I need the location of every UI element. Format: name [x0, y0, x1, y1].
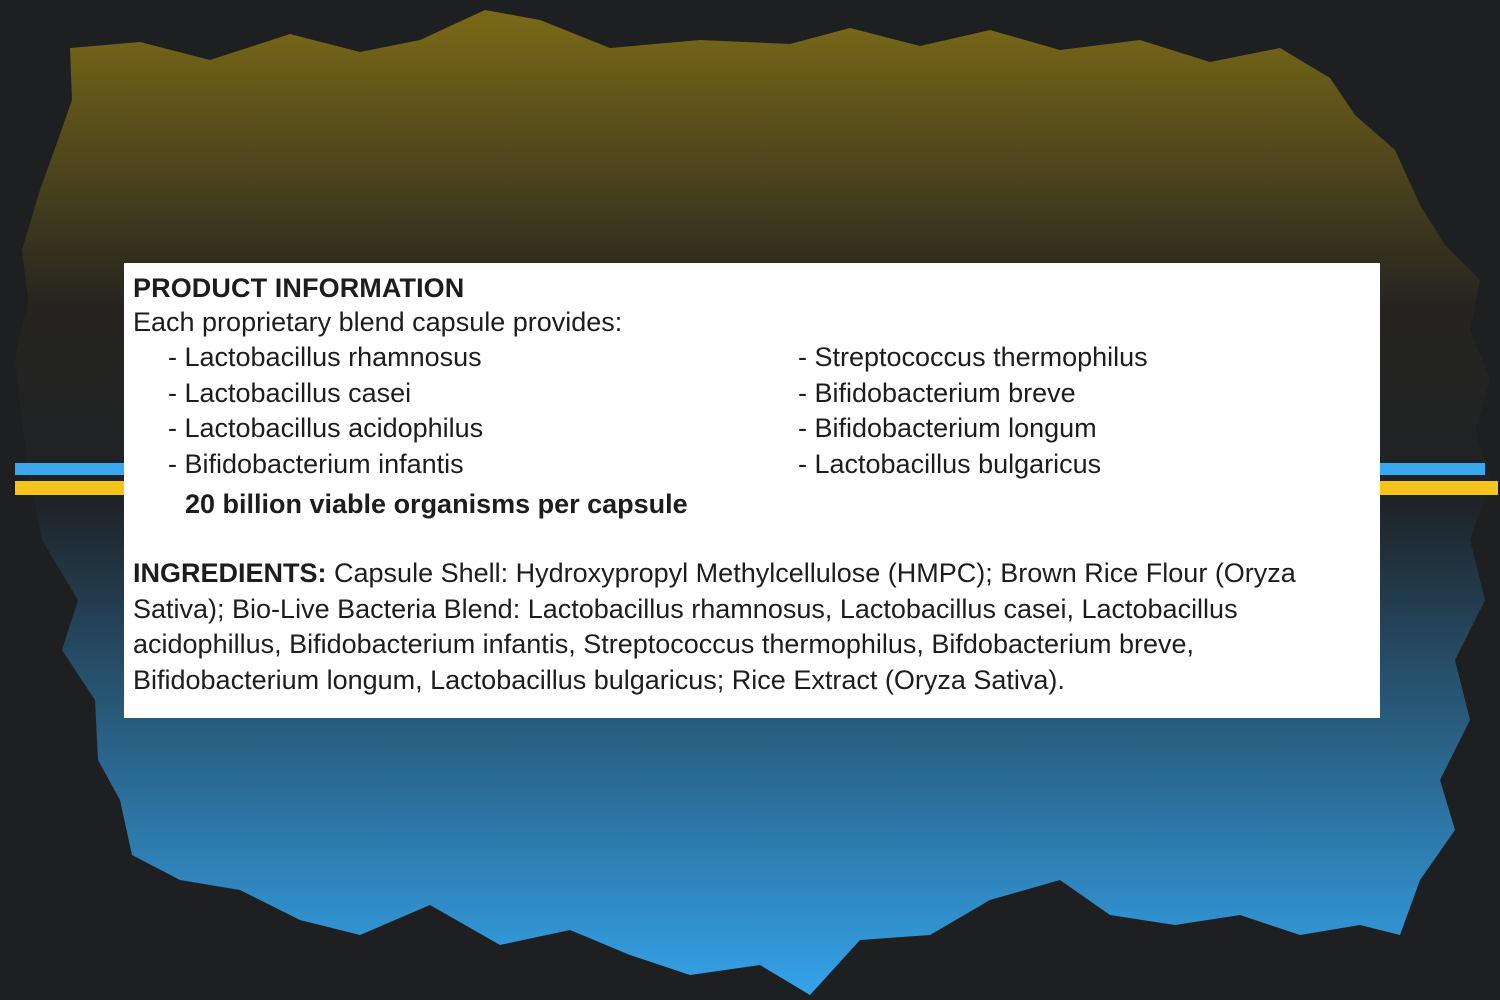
ingredients-text: Capsule Shell: Hydroxypropyl Methylcellulose (HMPC); Brown Rice Flour (Oryza Sativa); Bio-Live Bacteria Blend: Lactobacillus rhamnosus, Lactobacillus casei, Lactobacillus acidophillus, Bifidobacterium infantis, Streptococcus thermophilus, Bifdobacterium breve, Bifidobacterium longum, Lactobacillus bulgaricus; Rice Extract (Oryza Sativa).: [133, 558, 1296, 695]
strain-columns: [133, 340, 1372, 484]
strain-item: - Lactobacillus casei: [168, 377, 412, 408]
stripe-yellow-right: [1378, 481, 1498, 495]
strain-item: - Bifidobacterium breve: [798, 377, 1076, 408]
stripe-yellow-left: [15, 481, 127, 495]
strain-item: - Streptococcus thermophilus: [798, 342, 1148, 372]
strain-item: - Lactobacillus rhamnosus: [168, 342, 482, 372]
ingredients-label: INGREDIENTS:: [133, 558, 327, 588]
stripe-blue-left: [15, 463, 127, 475]
strain-item: - Bifidobacterium infantis: [168, 448, 464, 479]
supplement-label-card: [124, 263, 1380, 718]
product-information-heading: PRODUCT INFORMATION: [133, 273, 465, 303]
organism-count-line: 20 billion viable organisms per capsule: [185, 489, 688, 519]
blend-intro-text: Each proprietary blend capsule provides:: [133, 307, 623, 337]
strain-item: - Lactobacillus bulgaricus: [798, 448, 1102, 479]
strain-item: - Lactobacillus acidophilus: [168, 413, 484, 444]
strain-list-left: [168, 340, 483, 482]
strain-item: - Bifidobacterium longum: [798, 413, 1097, 444]
ingredients-paragraph: [133, 556, 1372, 698]
strain-list-right: [798, 340, 1148, 482]
stripe-blue-right: [1378, 463, 1485, 475]
